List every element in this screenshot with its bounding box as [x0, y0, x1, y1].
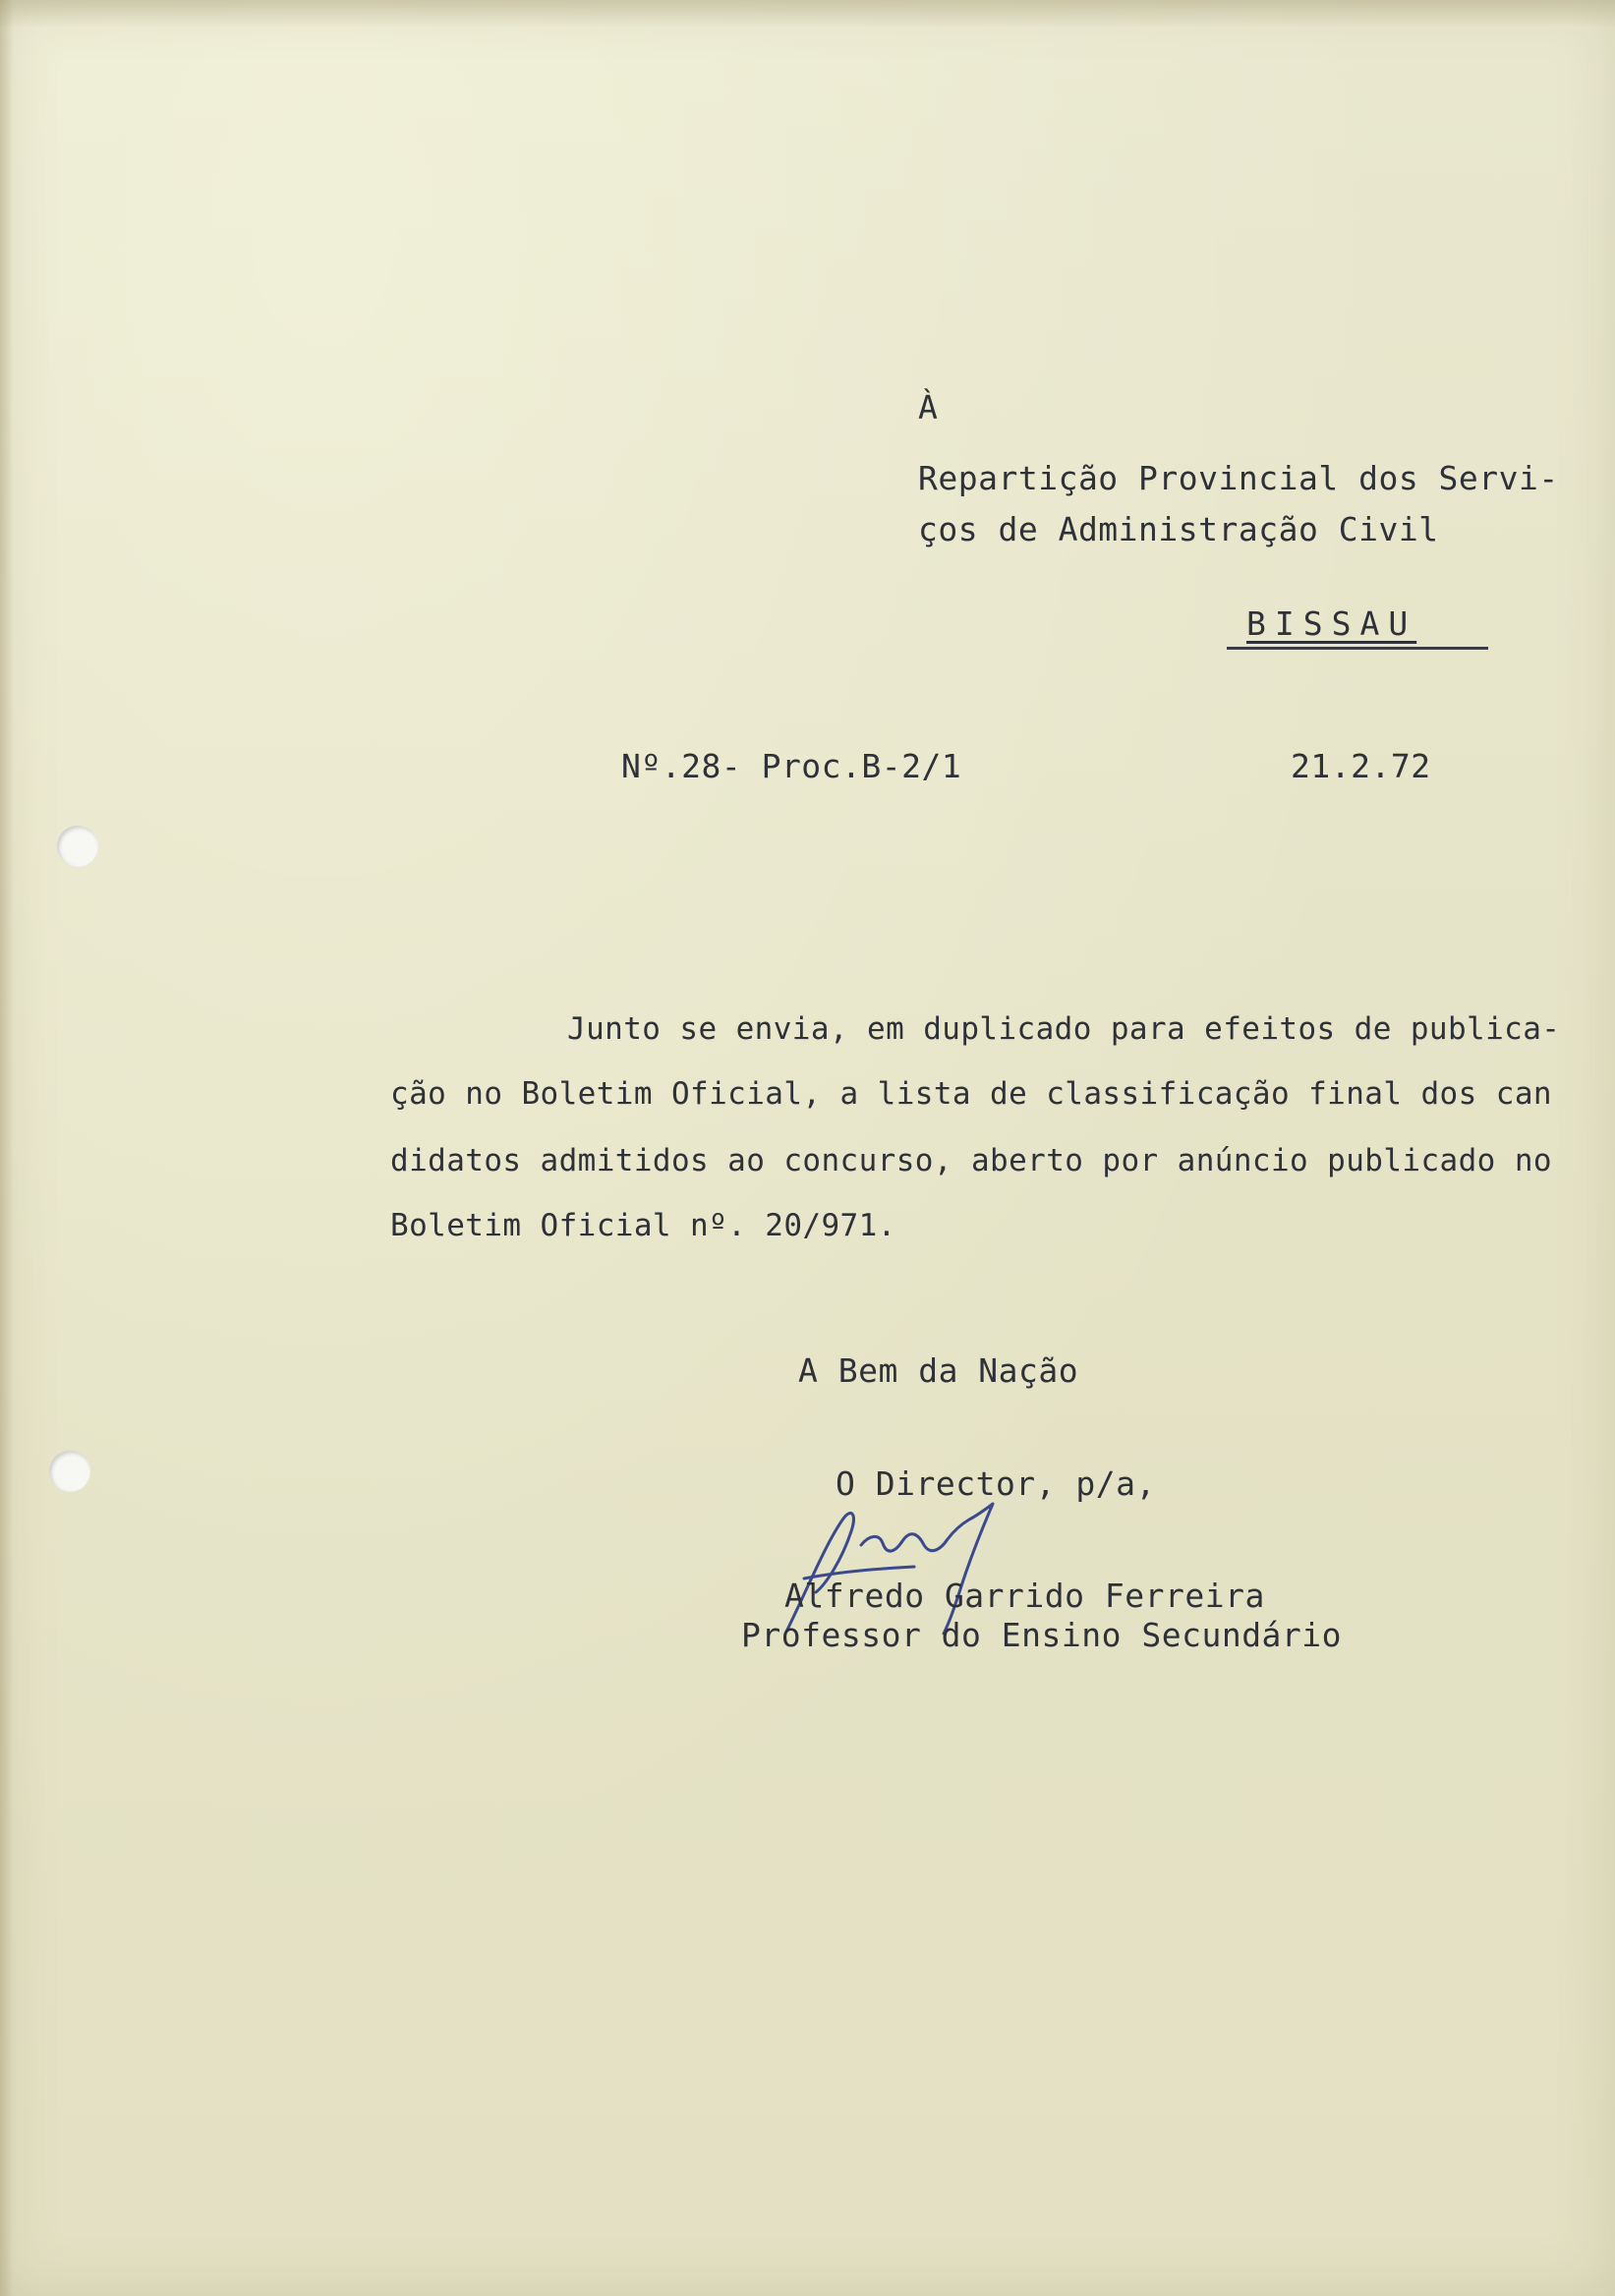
- paper-top-edge: [0, 0, 1615, 28]
- signatory-name: Alfredo Garrido Ferreira: [784, 1577, 1265, 1615]
- body-line-3: didatos admitidos ao concurso, aberto por anúncio publicado no: [390, 1143, 1552, 1178]
- signatory-role: O Director, p/a,: [836, 1464, 1156, 1503]
- city-heading: BISSAU: [1246, 604, 1417, 643]
- body-line-2: ção no Boletim Oficial, a lista de classificação final dos can: [390, 1076, 1552, 1112]
- addressee-line-1: Repartição Provincial dos Servi-: [918, 459, 1559, 497]
- city-underline-rule: [1227, 647, 1488, 650]
- closing-formula: A Bem da Nação: [798, 1351, 1079, 1390]
- addressee-line-2: ços de Administração Civil: [918, 510, 1439, 548]
- body-line-1: Junto se envia, em duplicado para efeitos de publica-: [567, 1011, 1561, 1047]
- signatory-title: Professor do Ensino Secundário: [741, 1616, 1343, 1654]
- reference-number: Nº.28- Proc.B-2/1: [621, 747, 962, 785]
- body-line-4: Boletim Oficial nº. 20/971.: [390, 1208, 896, 1243]
- paper-left-edge: [0, 0, 14, 2296]
- punch-hole-lower: [49, 1451, 90, 1492]
- punch-hole-upper: [57, 826, 98, 867]
- letter-date: 21.2.72: [1291, 747, 1431, 785]
- addressee-prefix: À: [918, 388, 939, 427]
